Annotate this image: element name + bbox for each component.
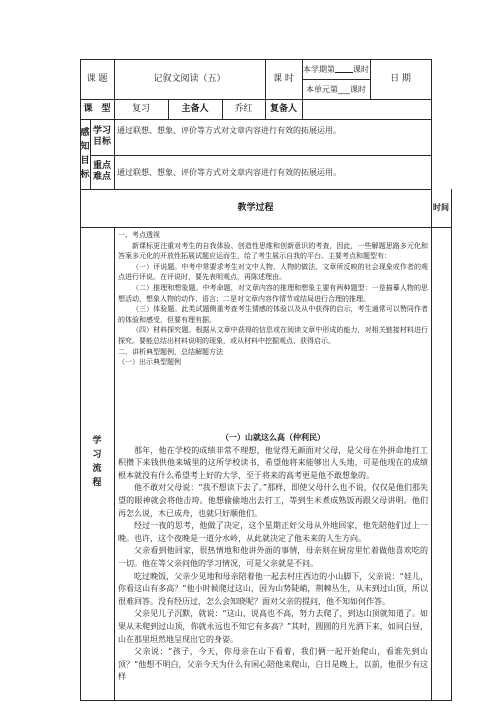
content-heading: 二、讲析典型题例，总结解题方法 — [118, 347, 223, 356]
story-paragraph: 吃过晚饭，父亲少见地和母亲陪着他一起去村庄西边的小山脚下，父亲说：“娃儿，你看这山有多高？”他小时候爬过这山，因为山势陡峭，荆棘丛生，从未到过山顶，所以很难回答。没有经历过，怎么会知晓呢？面对父亲的提问，他不知如何作答。 — [118, 571, 428, 606]
content-subheading: （一）出示典型题例 — [118, 358, 181, 367]
topic-label: 课 题 — [86, 73, 108, 84]
story-paragraph: 经过一夜的思考，他做了决定，这个星期正好父母从外地回家，他先陪他们过上一晚。也许，这个夜晚是一道分水岭，从此就决定了他未来的人生方向。 — [118, 521, 428, 543]
time-line1 — [302, 59, 370, 79]
col-c — [114, 227, 115, 701]
content-heading: 一、考点透视 — [118, 231, 160, 239]
side-char: 流 — [92, 464, 102, 474]
reviewer-label: 复备人 — [269, 103, 297, 114]
preparer-value: 乔红 — [234, 103, 253, 114]
col-b2 — [114, 119, 115, 189]
story-paragraph: 他不敢对父母说：“我不想读下去了。”那样，即使父母什么也不说，仅仅是他们那失望的眼神就会将他击垮。他想偷偷地出去打工，等到生米煮成熟饭再跟父母讲明。他们再怎么说，木已成舟，也就只好顺他们。 — [118, 483, 428, 518]
date-label: 日 期 — [390, 73, 411, 84]
side-char: 标 — [80, 170, 90, 180]
content-paragraph: （三）体验题。此类试题侧重考查考生情感的体验以及从中获得的启示，考生通常可以赞同作者的体验和感受，但要有理有据。 — [118, 305, 428, 324]
content-paragraph: （二）推理和想象题。中考命题，对文章内容的推理和想象主要有两种题型：一是描摹人物的思想活动，想象人物的动作、语言；二是对文章内容作情节或结局进行合理的推理。 — [118, 283, 428, 303]
side-char: 知 — [80, 142, 90, 152]
process-side-label — [80, 434, 114, 490]
type-label: 课 型 — [83, 103, 111, 114]
key-text: 通过联想、想象、评价等方式对文章内容进行有效的拓展运用。 — [117, 167, 341, 177]
time-line2: 本单元第___课时 — [306, 84, 366, 94]
content-paragraph: （四）材料探究题。根据从文章中获得的信息或在阅读文章中形成的能力，对相关链接材料进行探究。要能总结出材料说明的现象，或从材料中挖掘观点、获得启示。 — [118, 326, 428, 345]
story-title: （一）山就这么高（仲利民） — [221, 433, 325, 442]
time-col-right — [451, 189, 452, 701]
time-column-header: 时间 — [433, 203, 449, 212]
goal-text: 通过联想、想象、评价等方式对文章内容进行有效的拓展运用。 — [117, 125, 341, 135]
key-label: 重点难点 — [92, 161, 111, 182]
time-label: 课 时 — [273, 73, 294, 84]
blank-underline — [335, 65, 353, 73]
preparer-label: 主备人 — [181, 103, 209, 114]
side-char: 程 — [92, 478, 102, 488]
table-border-right — [431, 59, 432, 701]
content-paragraph: （一）评说题。中考中常要求考生对文中人物、人物的做法、文章所反映的社会现象或作者的观点进行评说。在评说时，要先表明观点，再陈述理由。 — [118, 262, 428, 282]
side-char: 目 — [80, 156, 90, 166]
side-char: 感 — [80, 128, 90, 138]
topic-value: 记叙文阅读（五） — [153, 73, 226, 84]
story-paragraph: 父亲看到他回家，很热情地和他讲外面的事情，母亲则在厨房里忙着做他喜欢吃的一切。他在等父亲问他的学习情况，可是父亲就是不问。 — [118, 546, 428, 568]
teaching-content — [118, 230, 428, 368]
time-line1-a: 本学期第 — [303, 64, 335, 74]
objectives-side-label — [80, 126, 90, 182]
goal-label: 学习目标 — [92, 126, 111, 147]
process-title: 教学过程 — [237, 202, 274, 213]
side-char: 学 — [92, 436, 102, 446]
story-paragraph: 那年，他在学校的成绩非常不理想，他觉得无颜面对父母，是父母在外拼命地打工积攒下来钱供他来城里的这所学校读书，希望他将来能够出人头地，可是他现在的成绩根本就没有什么希望考上好的大学，至于将来的高考更是他不敢想象的。 — [118, 445, 428, 480]
time-line1-b: 课时 — [353, 64, 369, 74]
content-paragraph: 新课标更注重对考生的自我体验、创造性思维和创新意识的考查，因此，一些解题思路多元化和答案多元化的开放性拓展试题应运而生，给了考生展示自我的平台。主要考点和题型有： — [118, 241, 428, 261]
story-paragraph: 父亲见儿子沉默，就说：“这山，说高也不高，努力去爬了，到达山顶就知道了。如果从未爬到过山顶，你就永远也不知它有多高？”其时，圆圆的月光洒下来，如同白昼，山在那里坦然地呈现出它的身姿。 — [118, 609, 428, 644]
type-value: 复习 — [131, 103, 150, 114]
side-char: 习 — [92, 450, 102, 460]
example-story — [118, 432, 428, 698]
table-border-bottom — [80, 700, 452, 701]
row5-bottom — [80, 227, 452, 228]
story-paragraph: 父亲说：“孩子，今天，你母亲在山下看着，我们俩一起开始爬山，看谁先到山顶？”他想不明白，父亲今天为什么有闲心陪他来爬山，白日是晚上，以前，他很少有这样 — [118, 647, 428, 682]
